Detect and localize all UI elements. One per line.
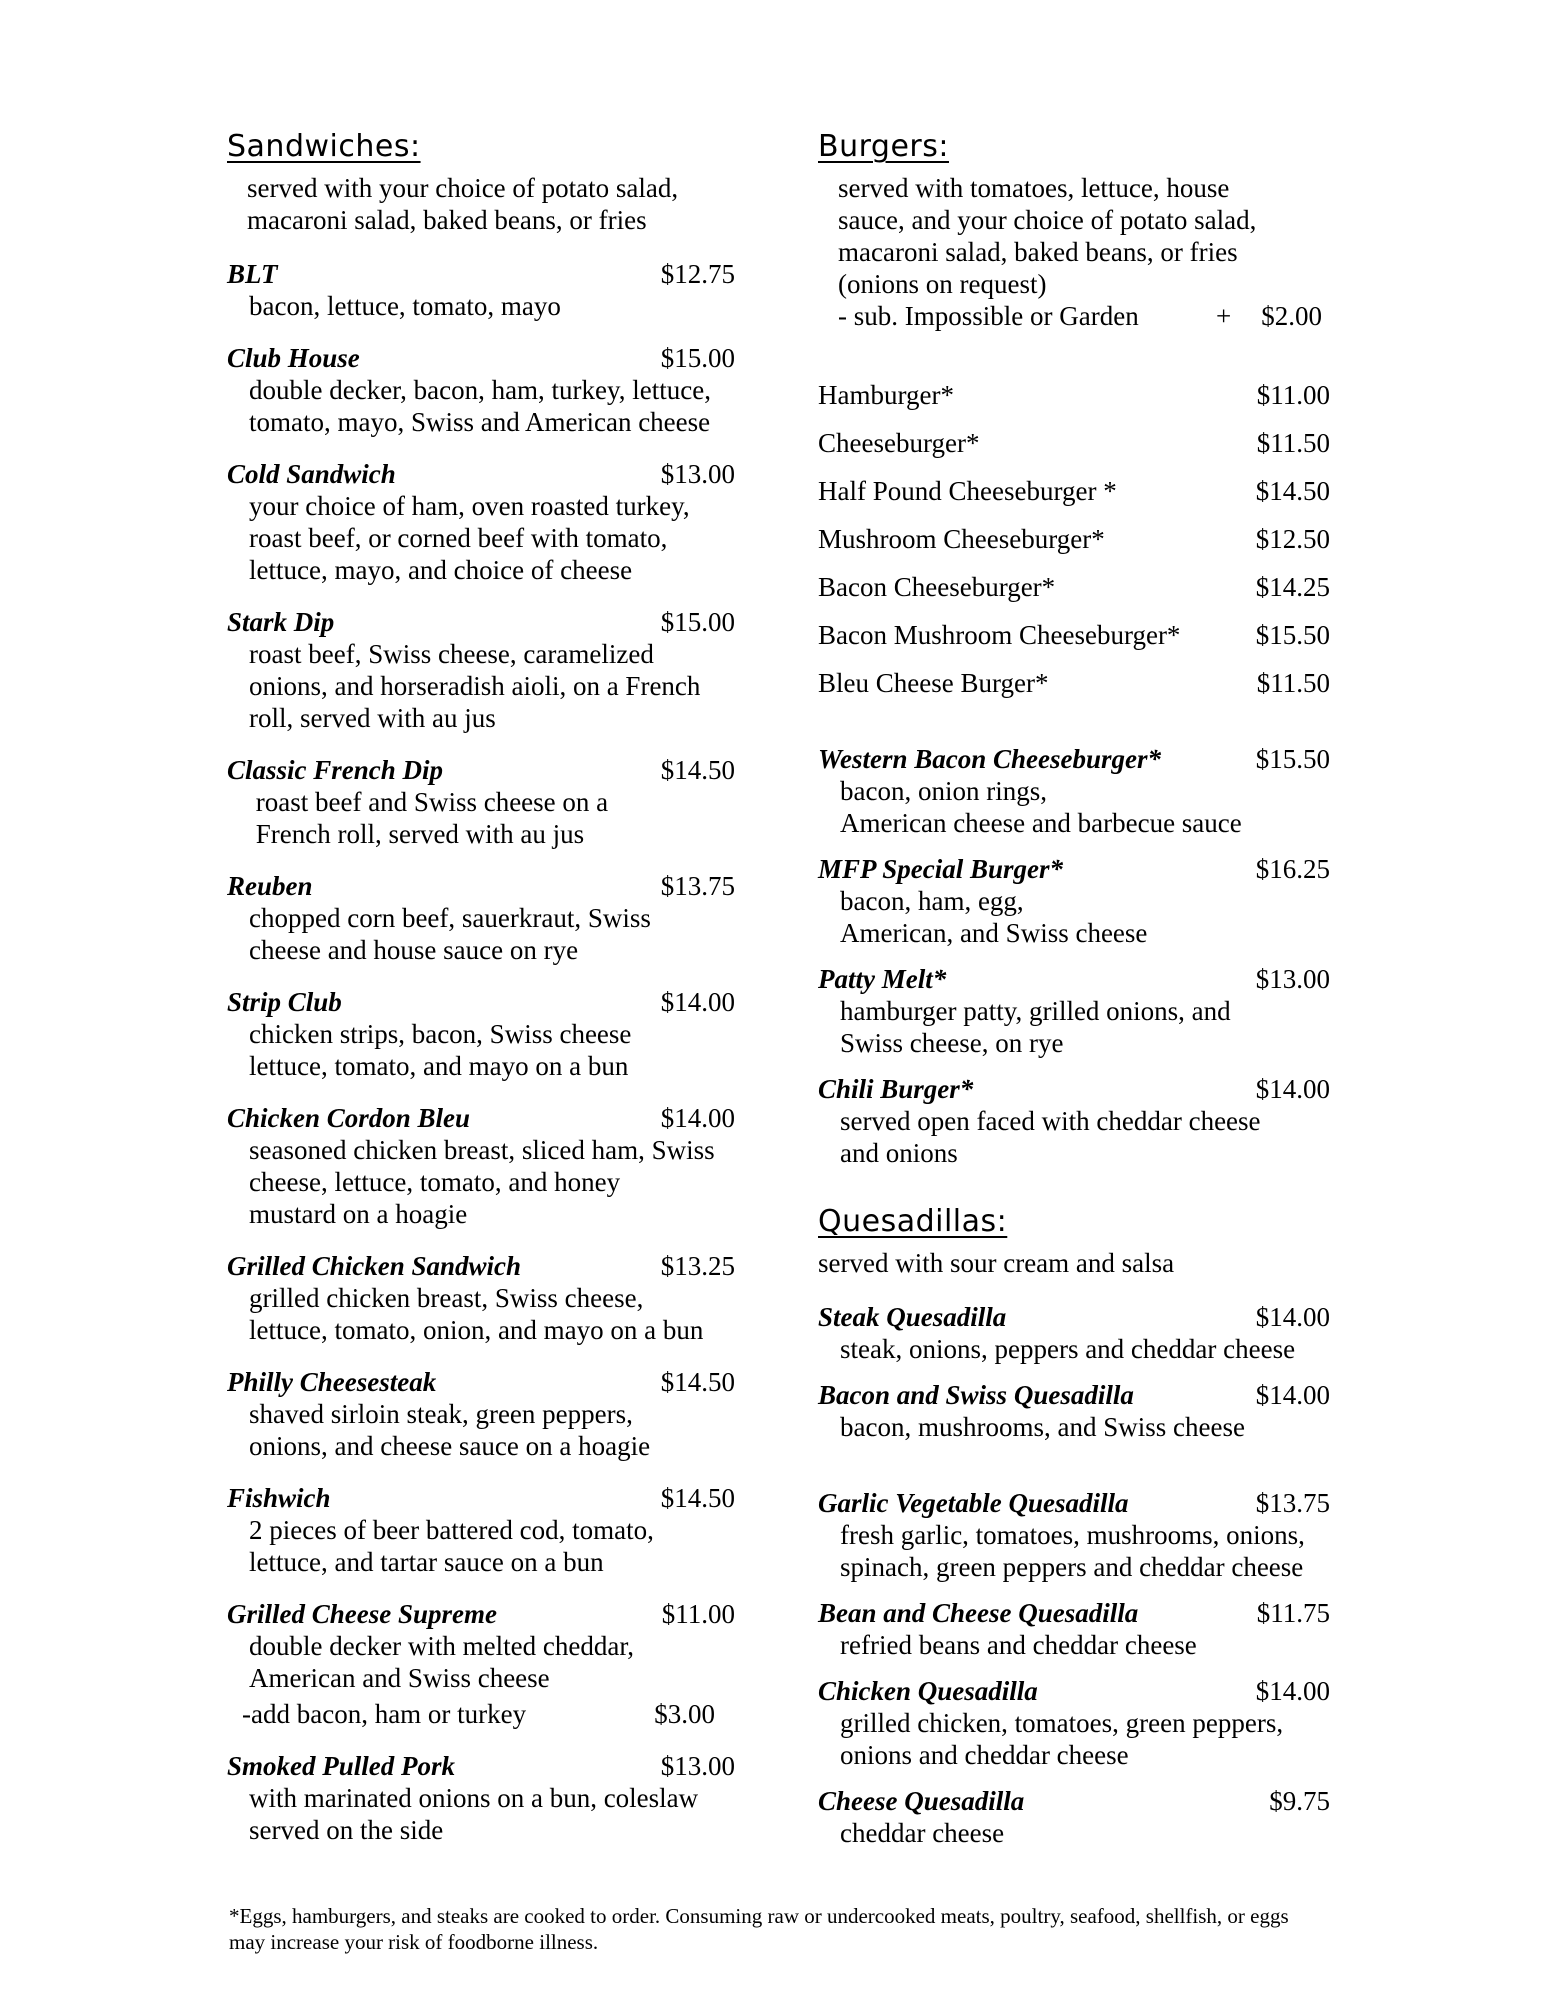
item-desc-line: shaved sirloin steak, green peppers, [249, 1399, 633, 1429]
item-description [818, 1707, 1330, 1771]
item-price: $16.25 [1255, 854, 1330, 884]
menu-item [227, 458, 735, 586]
item-desc-line: served open faced with cheddar cheese [840, 1106, 1261, 1136]
footnote-line: *Eggs, hamburgers, and steaks are cooked to order. Consuming raw or undercooked meats, poultry, seafood, shellfish, or eggs [229, 1904, 1289, 1928]
item-name: Grilled Chicken Sandwich [227, 1251, 522, 1281]
menu-item [818, 619, 1330, 651]
menu-item [227, 754, 735, 850]
item-name: MFP Special Burger* [818, 854, 1064, 884]
menu-item [818, 1597, 1330, 1661]
item-name: Hamburger* [818, 380, 954, 410]
item-row [227, 258, 735, 290]
item-description [227, 1514, 735, 1578]
item-row [818, 667, 1330, 699]
item-price: $11.00 [661, 1599, 735, 1629]
addon-price: $3.00 [654, 1699, 715, 1729]
item-desc-line: onions, and cheese sauce on a hoagie [249, 1431, 651, 1461]
section-title: Quesadillas: [818, 1204, 1008, 1239]
item-row [227, 1366, 735, 1398]
item-name: Chicken Cordon Bleu [227, 1103, 471, 1133]
item-price: $13.75 [660, 871, 735, 901]
item-name: Patty Melt* [818, 964, 947, 994]
item-price: $14.00 [660, 987, 735, 1017]
intro-line: macaroni salad, baked beans, or fries [247, 205, 647, 235]
item-price: $13.00 [660, 1751, 735, 1781]
item-description [227, 490, 735, 586]
item-description [818, 1629, 1330, 1661]
item-row [227, 1250, 735, 1282]
menu-item [818, 571, 1330, 603]
item-desc-line: served on the side [249, 1815, 444, 1845]
item-price: $12.50 [1255, 524, 1330, 554]
sub-option-price: $2.00 [1261, 301, 1322, 331]
menu-item [818, 853, 1330, 949]
item-name: Fishwich [227, 1483, 331, 1513]
item-price: $14.00 [660, 1103, 735, 1133]
item-desc-line: fresh garlic, tomatoes, mushrooms, onions, [840, 1520, 1305, 1550]
item-desc-line: lettuce, tomato, and mayo on a bun [249, 1051, 629, 1081]
item-price: $15.50 [1255, 620, 1330, 650]
item-row [818, 1785, 1330, 1817]
item-name: Bacon and Swiss Quesadilla [818, 1380, 1134, 1410]
item-description [818, 1333, 1330, 1365]
item-row [818, 619, 1330, 651]
item-description [227, 1282, 735, 1346]
item-desc-line: bacon, mushrooms, and Swiss cheese [840, 1412, 1245, 1442]
item-desc-line: roast beef, Swiss cheese, caramelized [249, 639, 654, 669]
menu-item [227, 606, 735, 734]
menu-item [227, 1102, 735, 1230]
item-desc-line: American and Swiss cheese [249, 1663, 550, 1693]
item-desc-line: roast beef, or corned beef with tomato, [249, 523, 668, 553]
item-name: Garlic Vegetable Quesadilla [818, 1488, 1129, 1518]
burgers-quesadillas-column [818, 128, 1330, 1849]
menu-item [227, 986, 735, 1082]
item-price: $15.00 [660, 607, 735, 637]
item-price: $11.75 [1256, 1598, 1330, 1628]
section-intro [227, 172, 735, 236]
item-desc-line: chopped corn beef, sauerkraut, Swiss [249, 903, 651, 933]
sandwiches-column [227, 128, 735, 1846]
item-name: Smoked Pulled Pork [227, 1751, 455, 1781]
item-desc-line: hamburger patty, grilled onions, and [840, 996, 1231, 1026]
item-price: $11.50 [1256, 428, 1330, 458]
menu-item [818, 1379, 1330, 1443]
item-row [227, 754, 735, 786]
item-row [818, 853, 1330, 885]
item-desc-line: tomato, mayo, Swiss and American cheese [249, 407, 711, 437]
item-desc-line: lettuce, mayo, and choice of cheese [249, 555, 633, 585]
menu-item [818, 963, 1330, 1059]
item-name: Western Bacon Cheeseburger* [818, 744, 1162, 774]
item-description [818, 1105, 1330, 1169]
substitution-option [818, 300, 1330, 333]
menu-item [818, 1301, 1330, 1365]
item-row [818, 1379, 1330, 1411]
item-desc-line: lettuce, tomato, onion, and mayo on a bun [249, 1315, 704, 1345]
item-name: Cheeseburger* [818, 428, 980, 458]
item-name: Bleu Cheese Burger* [818, 668, 1049, 698]
item-price: $13.00 [1255, 964, 1330, 994]
menu-item [227, 1366, 735, 1462]
item-desc-line: cheddar cheese [840, 1818, 1005, 1848]
item-row [227, 606, 735, 638]
intro-line: served with sour cream and salsa [818, 1248, 1175, 1278]
item-description [818, 1411, 1330, 1443]
plus-sign: + [1216, 301, 1232, 331]
item-description [227, 374, 735, 438]
item-name: Steak Quesadilla [818, 1302, 1007, 1332]
item-description [227, 1782, 735, 1846]
item-price: $14.00 [1255, 1074, 1330, 1104]
item-row [227, 1102, 735, 1134]
item-desc-line: onions and cheddar cheese [840, 1740, 1129, 1770]
item-name: Strip Club [227, 987, 342, 1017]
item-price: $14.25 [1255, 572, 1330, 602]
intro-line: macaroni salad, baked beans, or fries [838, 237, 1238, 267]
item-name: Bacon Cheeseburger* [818, 572, 1056, 602]
item-row [227, 870, 735, 902]
item-description [818, 995, 1330, 1059]
addon-label: -add bacon, ham or turkey [242, 1699, 527, 1729]
item-name: Bacon Mushroom Cheeseburger* [818, 620, 1181, 650]
item-name: Mushroom Cheeseburger* [818, 524, 1105, 554]
menu-item [227, 258, 735, 322]
section-intro [818, 1247, 1330, 1279]
addon-row [227, 1698, 735, 1730]
menu-item [227, 870, 735, 966]
footnote [229, 1903, 1429, 1955]
item-desc-line: American, and Swiss cheese [840, 918, 1148, 948]
item-price: $14.50 [660, 755, 735, 785]
item-desc-line: and onions [840, 1138, 958, 1168]
item-name: Classic French Dip [227, 755, 444, 785]
menu-item [818, 743, 1330, 839]
item-price: $14.50 [660, 1483, 735, 1513]
item-row [227, 342, 735, 374]
item-row [818, 1301, 1330, 1333]
item-price: $11.00 [1256, 380, 1330, 410]
menu-section [818, 128, 1330, 1169]
item-name: Stark Dip [227, 607, 335, 637]
item-description [818, 885, 1330, 949]
menu-item [818, 1487, 1330, 1583]
item-row [818, 743, 1330, 775]
menu-item [818, 523, 1330, 555]
item-price: $14.00 [1255, 1302, 1330, 1332]
intro-line: served with your choice of potato salad, [247, 173, 679, 203]
menu-item [818, 475, 1330, 507]
item-desc-line: double decker with melted cheddar, [249, 1631, 635, 1661]
item-row [818, 571, 1330, 603]
item-row [227, 458, 735, 490]
item-desc-line: 2 pieces of beer battered cod, tomato, [249, 1515, 654, 1545]
item-desc-line: cheese and house sauce on rye [249, 935, 579, 965]
menu-item [818, 379, 1330, 411]
item-row [227, 1482, 735, 1514]
item-name: Philly Cheesesteak [227, 1367, 437, 1397]
item-price: $15.50 [1255, 744, 1330, 774]
item-desc-line: bacon, ham, egg, [840, 886, 1024, 916]
menu-section [818, 1203, 1330, 1849]
item-desc-line: refried beans and cheddar cheese [840, 1630, 1197, 1660]
item-desc-line: grilled chicken breast, Swiss cheese, [249, 1283, 644, 1313]
item-desc-line: roast beef and Swiss cheese on a [249, 787, 609, 817]
item-desc-line: chicken strips, bacon, Swiss cheese [249, 1019, 632, 1049]
item-row [818, 1073, 1330, 1105]
menu-item [227, 1598, 735, 1730]
item-desc-line: onions, and horseradish aioli, on a French [249, 671, 701, 701]
item-price: $14.00 [1255, 1380, 1330, 1410]
intro-line: served with tomatoes, lettuce, house [838, 173, 1230, 203]
menu-item [818, 667, 1330, 699]
item-description [227, 786, 735, 850]
item-name: Grilled Cheese Supreme [227, 1599, 497, 1629]
item-name: Half Pound Cheeseburger * [818, 476, 1117, 506]
item-row [818, 1487, 1330, 1519]
section-intro [818, 172, 1330, 300]
menu-item [818, 1675, 1330, 1771]
item-description [227, 902, 735, 966]
item-desc-line: double decker, bacon, ham, turkey, lettuce, [249, 375, 711, 405]
item-name: Cold Sandwich [227, 459, 396, 489]
item-desc-line: American cheese and barbecue sauce [840, 808, 1242, 838]
menu-section [227, 128, 735, 1846]
item-price: $13.25 [660, 1251, 735, 1281]
item-row [818, 963, 1330, 995]
item-desc-line: roll, served with au jus [249, 703, 496, 733]
item-row [818, 475, 1330, 507]
item-desc-line: mustard on a hoagie [249, 1199, 468, 1229]
menu-item [227, 1250, 735, 1346]
item-name: Chicken Quesadilla [818, 1676, 1038, 1706]
item-desc-line: French roll, served with au jus [249, 819, 585, 849]
item-desc-line: bacon, onion rings, [840, 776, 1047, 806]
item-row [818, 1597, 1330, 1629]
menu-item [227, 342, 735, 438]
item-desc-line: spinach, green peppers and cheddar cheese [840, 1552, 1304, 1582]
item-price: $14.50 [660, 1367, 735, 1397]
item-desc-line: seasoned chicken breast, sliced ham, Swiss [249, 1135, 715, 1165]
item-description [227, 638, 735, 734]
menu-item [227, 1482, 735, 1578]
item-description [227, 1630, 735, 1694]
item-name: Club House [227, 343, 360, 373]
sub-option-label: - sub. Impossible or Garden [838, 301, 1139, 331]
item-description [818, 1519, 1330, 1583]
item-row [818, 427, 1330, 459]
item-price: $9.75 [1269, 1786, 1330, 1816]
item-desc-line: with marinated onions on a bun, coleslaw [249, 1783, 699, 1813]
item-description [227, 1398, 735, 1462]
item-row [227, 986, 735, 1018]
item-name: Chili Burger* [818, 1074, 974, 1104]
item-row [818, 1675, 1330, 1707]
item-desc-line: Swiss cheese, on rye [840, 1028, 1064, 1058]
item-price: $13.00 [660, 459, 735, 489]
menu-item [818, 427, 1330, 459]
item-desc-line: your choice of ham, oven roasted turkey, [249, 491, 690, 521]
item-row [818, 379, 1330, 411]
menu-item [818, 1785, 1330, 1849]
item-price: $13.75 [1255, 1488, 1330, 1518]
footnote-line: may increase your risk of foodborne illness. [229, 1930, 599, 1954]
item-description [227, 1134, 735, 1230]
item-name: Reuben [227, 871, 313, 901]
item-price: $12.75 [660, 259, 735, 289]
item-desc-line: bacon, lettuce, tomato, mayo [249, 291, 561, 321]
section-title: Sandwiches: [227, 129, 421, 164]
item-row [818, 523, 1330, 555]
section-title: Burgers: [818, 129, 949, 164]
item-price: $14.00 [1255, 1676, 1330, 1706]
intro-line: (onions on request) [838, 269, 1047, 299]
item-row [227, 1598, 735, 1630]
menu-item [227, 1750, 735, 1846]
item-name: Cheese Quesadilla [818, 1786, 1025, 1816]
item-desc-line: lettuce, and tartar sauce on a bun [249, 1547, 604, 1577]
menu-item [818, 1073, 1330, 1169]
item-price: $15.00 [660, 343, 735, 373]
item-description [818, 775, 1330, 839]
item-row [227, 1750, 735, 1782]
item-price: $11.50 [1256, 668, 1330, 698]
item-price: $14.50 [1255, 476, 1330, 506]
item-description [227, 290, 735, 322]
item-name: Bean and Cheese Quesadilla [818, 1598, 1139, 1628]
item-desc-line: steak, onions, peppers and cheddar cheese [840, 1334, 1296, 1364]
item-desc-line: grilled chicken, tomatoes, green peppers, [840, 1708, 1284, 1738]
item-description [818, 1817, 1330, 1849]
item-desc-line: cheese, lettuce, tomato, and honey [249, 1167, 621, 1197]
intro-line: sauce, and your choice of potato salad, [838, 205, 1257, 235]
item-description [227, 1018, 735, 1082]
item-name: BLT [227, 259, 278, 289]
